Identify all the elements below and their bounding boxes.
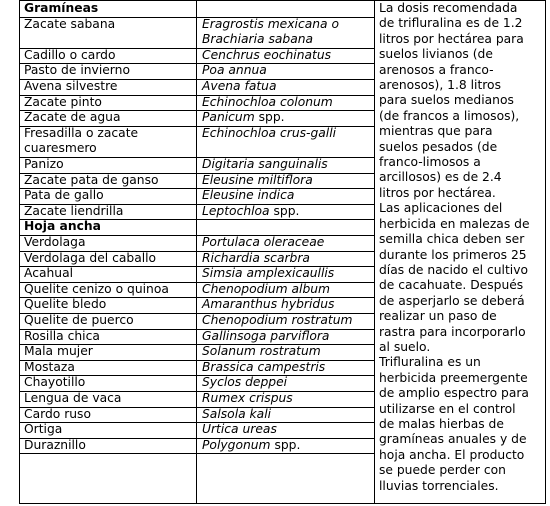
paragraph-line: rastra para incorporarlo (379, 324, 526, 339)
common-name: Zacate pata de ganso (24, 172, 159, 187)
paragraph-line: suelos livianos (de (379, 47, 493, 62)
common-name: Fresadilla o zacate (24, 125, 139, 140)
common-name: Zacate sabana (24, 16, 116, 31)
common-name: Zacate de agua (24, 110, 121, 125)
scientific-name: Echinochloa colonum (202, 94, 333, 109)
common-name: Cardo ruso (24, 406, 91, 421)
scientific-name: Salsola kali (202, 406, 272, 421)
common-name: Lengua de vaca (24, 391, 122, 405)
row-divider (20, 453, 375, 454)
paragraph-line: litros por hectárea para (379, 31, 524, 46)
paragraph-line: arenosos), 1.8 litros (379, 78, 501, 93)
scientific-name: Avena fatua (202, 79, 277, 93)
paragraph-line: herbicida preemergente (379, 370, 528, 385)
paragraph-line: semilla chica deben ser (379, 232, 525, 247)
scientific-name: Simsia amplexicaullis (202, 266, 335, 281)
paragraph-line: Trifluralina es un (379, 355, 481, 370)
paragraph-line: de trifluralina es de 1.2 (379, 16, 523, 31)
common-name: Pata de gallo (24, 188, 104, 203)
dosage-text (379, 1, 545, 494)
scientific-name: Polygonum spp. (202, 437, 301, 452)
scientific-name: Portulaca oleraceae (202, 235, 325, 249)
paragraph-line: de cacahuate. Después (379, 278, 524, 293)
paragraph-line: Las aplicaciones del (379, 201, 503, 216)
paragraph-line: suelos pesados (de (379, 139, 498, 154)
species-suffix: spp. (270, 437, 301, 452)
scientific-name: Eleusine miltiflora (202, 172, 313, 187)
scientific-name: Poa annua (202, 63, 267, 78)
common-name: Zacate pinto (24, 94, 102, 109)
common-name: Rosilla chica (24, 328, 100, 343)
paragraph-line: lluvias torrenciales. (379, 478, 499, 493)
common-name: Acahual (24, 266, 74, 281)
scientific-name: Eragrostis mexicana o (202, 16, 340, 31)
paragraph-line: para suelos medianos (379, 93, 514, 108)
paragraph-line: días de nacido el cultivo (379, 262, 528, 277)
paragraph-line: (de francos a limosos), (379, 108, 520, 123)
scientific-name: Chenopodium rostratum (202, 313, 353, 327)
common-name: Verdolaga (24, 235, 86, 249)
scientific-name: Chenopodium album (202, 281, 331, 296)
common-name: Pasto de invierno (24, 63, 130, 78)
paragraph-line: de amplio espectro para (379, 386, 529, 401)
paragraph-line: arenosos a franco- (379, 62, 494, 77)
scientific-name: Echinochloa crus-galli (202, 125, 337, 140)
scientific-name: Richardia scarbra (202, 250, 310, 265)
scientific-name: Leptochloa spp. (202, 203, 300, 218)
paragraph-line: se puede perder con (379, 463, 506, 478)
scientific-name: Panicum spp. (202, 110, 285, 125)
paragraph-line: de malas hierbas de (379, 416, 504, 431)
column-divider-1 (196, 1, 197, 503)
common-name: Mostaza (24, 359, 75, 374)
paragraph-line: durante los primeros 25 (379, 247, 527, 262)
common-name: Mala mujer (24, 344, 93, 359)
paragraph-line: gramíneas anuales y de (379, 432, 527, 447)
column-divider-2 (374, 1, 375, 503)
common-name: Ortiga (24, 422, 63, 437)
common-name: Verdolaga del caballo (24, 250, 157, 265)
paragraph-line: arcillosos) es de 2.4 (379, 170, 502, 185)
paragraph-line: al suelo. (379, 339, 431, 354)
scientific-name: Syclos deppei (202, 375, 288, 390)
paragraph-line: La dosis recomendada (379, 1, 518, 15)
scientific-name: Digitaria sanguinalis (202, 157, 328, 171)
common-name: Quelite de puerco (24, 313, 134, 327)
scientific-name: Cenchrus eochinatus (202, 47, 332, 62)
common-name: Duraznillo (24, 437, 86, 452)
paragraph-line: hoja ancha. El producto (379, 447, 525, 462)
paragraph-line: herbicida en malezas de (379, 216, 530, 231)
paragraph-line: mientras que para (379, 124, 493, 139)
paragraph-line: litros por hectárea. (379, 185, 496, 200)
section-header: Hoja ancha (24, 219, 101, 234)
scientific-name: Brachiaria sabana (202, 32, 314, 47)
scientific-name: Brassica campestris (202, 359, 326, 374)
scientific-name: Amaranthus hybridus (202, 297, 335, 312)
document-table (19, 0, 546, 504)
scientific-name: Urtica ureas (202, 422, 277, 437)
row-divider (20, 422, 375, 423)
common-name: Zacate liendrilla (24, 203, 124, 218)
scientific-name: Solanum rostratum (202, 344, 321, 359)
scientific-name: Eleusine indica (202, 188, 295, 203)
common-name: Cadillo o cardo (24, 47, 116, 62)
common-name: Chayotillo (24, 375, 86, 390)
common-name: Quelite cenizo o quinoa (24, 281, 169, 296)
section-header: Gramíneas (24, 1, 99, 15)
scientific-name: Rumex crispus (202, 391, 293, 405)
common-name: cuaresmero (24, 141, 97, 156)
paragraph-line: franco-limosos a (379, 155, 481, 170)
species-suffix: spp. (254, 110, 285, 125)
common-name: Panizo (24, 157, 64, 171)
paragraph-line: realizar un paso de (379, 309, 497, 324)
paragraph-line: de asperjarlo se deberá (379, 293, 525, 308)
paragraph-line: utilizarse en el control (379, 401, 516, 416)
common-name: Quelite bledo (24, 297, 107, 312)
species-suffix: spp. (269, 203, 300, 218)
common-name: Avena silvestre (24, 79, 118, 93)
scientific-name: Gallinsoga parviflora (202, 328, 330, 343)
